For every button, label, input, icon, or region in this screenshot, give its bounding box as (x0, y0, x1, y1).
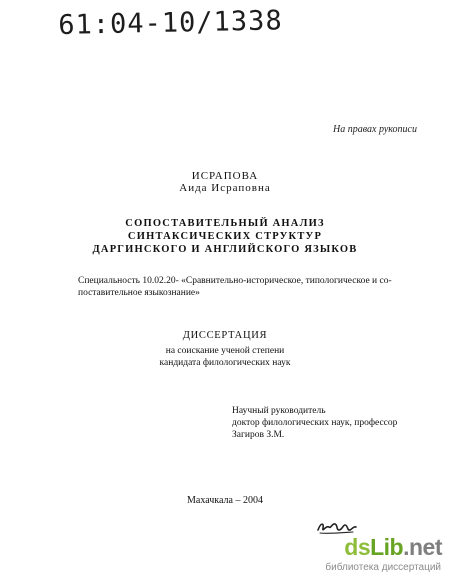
watermark-logo-net: .net (403, 534, 442, 560)
author-given-names: Аида Исраповна (179, 182, 271, 194)
author-block (0, 170, 450, 194)
watermark-caption: библиотека диссертаций (325, 562, 441, 573)
specialty-line: Специальность 10.02.20- «Сравнительно-историческое, типологическое и со- (78, 276, 392, 286)
degree-line: на соискание ученой степени (165, 346, 285, 356)
degree-text (0, 345, 450, 369)
rights-note: На правах рукописи (333, 124, 417, 135)
watermark-logo-ds: ds (344, 534, 371, 560)
title-line: СИНТАКСИЧЕСКИХ СТРУКТУР (127, 231, 323, 242)
advisor-role: Научный руководитель (232, 406, 326, 416)
dslib-watermark (318, 534, 444, 578)
degree-line: кандидата филологических наук (159, 358, 291, 368)
handwritten-catalog-code: 61:04-10/1338 (58, 5, 283, 41)
thesis-type: ДИССЕРТАЦИЯ (182, 330, 268, 341)
title-line: ДАРГИНСКОГО И АНГЛИЙСКОГО ЯЗЫКОВ (92, 244, 358, 255)
title-line: СОПОСТАВИТЕЛЬНЫЙ АНАЛИЗ (125, 218, 325, 229)
specialty (78, 275, 404, 299)
watermark-logo-lib: Lib (370, 534, 404, 560)
specialty-line: поставительное языкознание» (78, 288, 200, 298)
advisor-name: Загиров З.М. (232, 430, 285, 440)
dissertation-title (0, 217, 450, 256)
place-year: Махачкала – 2004 (187, 495, 263, 506)
scientific-advisor (232, 405, 427, 441)
author-surname: ИСРАПОВА (191, 170, 259, 182)
advisor-degree: доктор филологических наук, профессор (232, 418, 398, 428)
watermark-logo (344, 535, 442, 559)
